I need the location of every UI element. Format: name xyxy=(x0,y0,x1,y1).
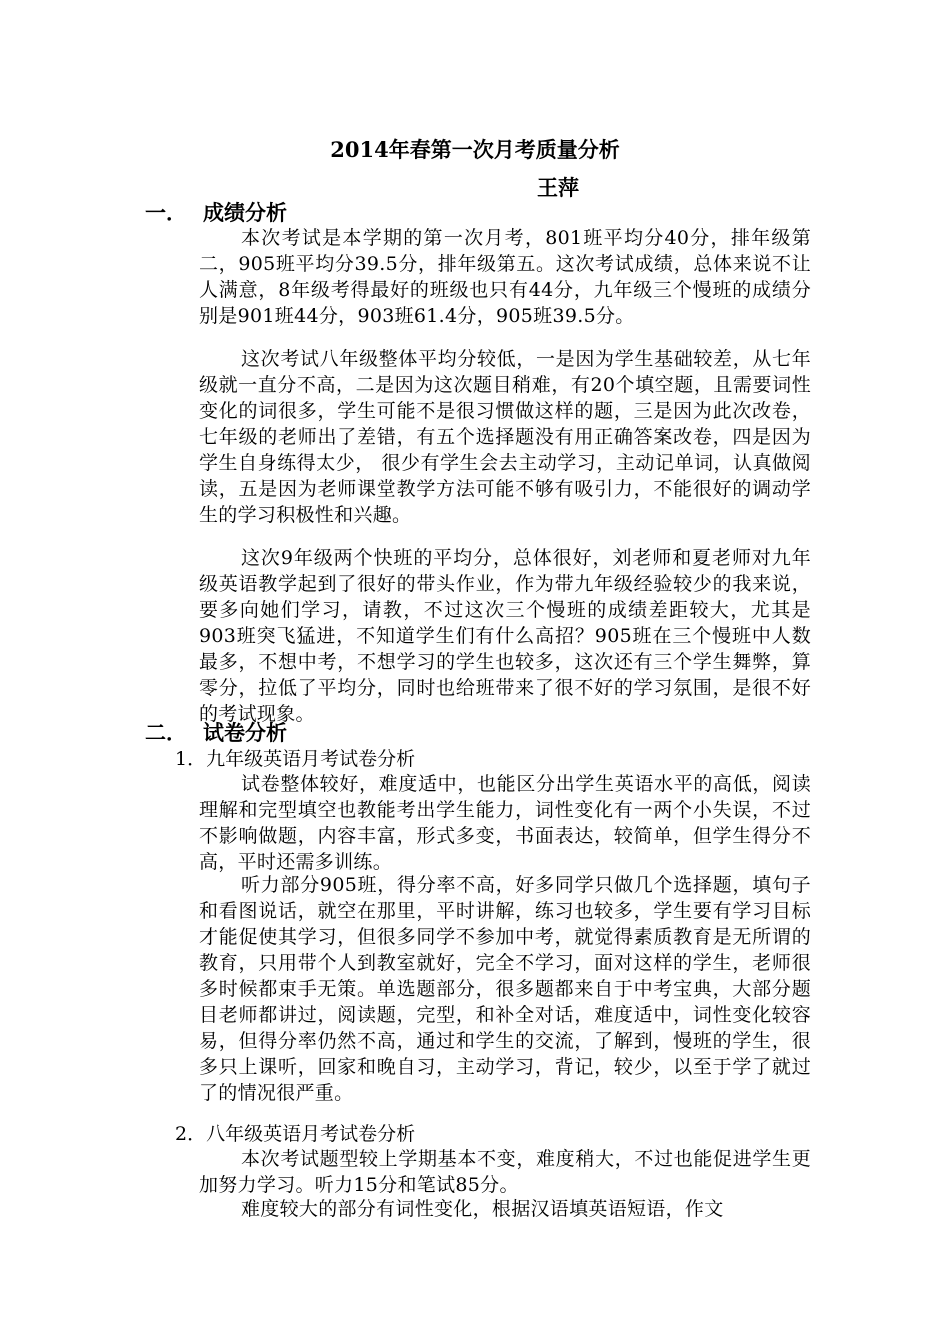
paragraph: 本次考试题型较上学期基本不变，难度稍大，不过也能促进学生更加努力学习。听力15分和笔试85分。 xyxy=(199,1148,811,1196)
section-title: 试卷分析 xyxy=(203,720,287,745)
section-heading-score-analysis xyxy=(145,200,287,226)
paragraph: 这次考试八年级整体平均分较低，一是因为学生基础较差，从七年级就一直分不高，二是因为这次题目稍难，有20个填空题，且需要词性变化的词很多，学生可能不是很习惯做这样的题，三是因为此次改卷，七年级的老师出了差错，有五个选择题没有用正确答案改卷，四是因为学生自身练得太少， 很少有学生会去主动学习，主动记单词，认真做阅读，五是因为老师课堂教学方法可能不够有吸引力，不能很好的调动学生的学习积极性和兴趣。 xyxy=(199,348,811,526)
author-name: 王萍 xyxy=(537,175,579,200)
section-number: 一． xyxy=(145,200,187,225)
paragraph: 听力部分905班，得分率不高，好多同学只做几个选择题，填句子和看图说话，就空在那里，平时讲解，练习也较多，学生要有学习目标才能促使其学习，但很多同学不参加中考，就觉得素质教育是无所谓的教育，只用带个人到教室就好，完全不学习，面对这样的学生，老师很多时候都束手无策。单选题部分，很多题都来自于中考宝典，大部分题目老师都讲过，阅读题，完型，和补全对话，难度适中，词性变化较容易，但得分率仍然不高，通过和学生的交流，了解到，慢班的学生，很多只上课听，回家和晚自习，主动学习，背记，较少，以至于学了就过了的情况很严重。 xyxy=(199,874,811,1104)
section-title: 成绩分析 xyxy=(203,200,287,225)
subsection-heading-grade8: 2．八年级英语月考试卷分析 xyxy=(175,1123,416,1145)
document-title: 2014年春第一次月考质量分析 xyxy=(330,137,620,162)
paragraph: 试卷整体较好，难度适中，也能区分出学生英语水平的高低，阅读理解和完型填空也教能考出学生能力，词性变化有一两个小失误，不过不影响做题，内容丰富，形式多变，书面表达，较简单，但学生得分不高，平时还需多训练。 xyxy=(199,773,811,873)
subsection-heading-grade9: 1．九年级英语月考试卷分析 xyxy=(175,748,416,770)
section-heading-paper-analysis xyxy=(145,720,287,746)
paragraph: 本次考试是本学期的第一次月考，801班平均分40分，排年级第二，905班平均分39.5分，排年级第五。这次考试成绩，总体来说不让人满意，8年级考得最好的班级也只有44分，九年级三个慢班的成绩分别是901班44分，903班61.4分，905班39.5分。 xyxy=(199,227,811,327)
paragraph: 难度较大的部分有词性变化，根据汉语填英语短语，作文 xyxy=(241,1198,724,1220)
section-number: 二． xyxy=(145,720,187,745)
paragraph: 这次9年级两个快班的平均分，总体很好，刘老师和夏老师对九年级英语教学起到了很好的带头作业，作为带九年级经验较少的我来说，要多向她们学习，请教，不过这次三个慢班的成绩差距较大，尤其是903班突飞猛进，不知道学生们有什么高招？905班在三个慢班中人数最多，不想中考，不想学习的学生也较多，这次还有三个学生舞弊，算零分，拉低了平均分，同时也给班带来了很不好的学习氛围，是很不好的考试现象。 xyxy=(199,547,811,725)
